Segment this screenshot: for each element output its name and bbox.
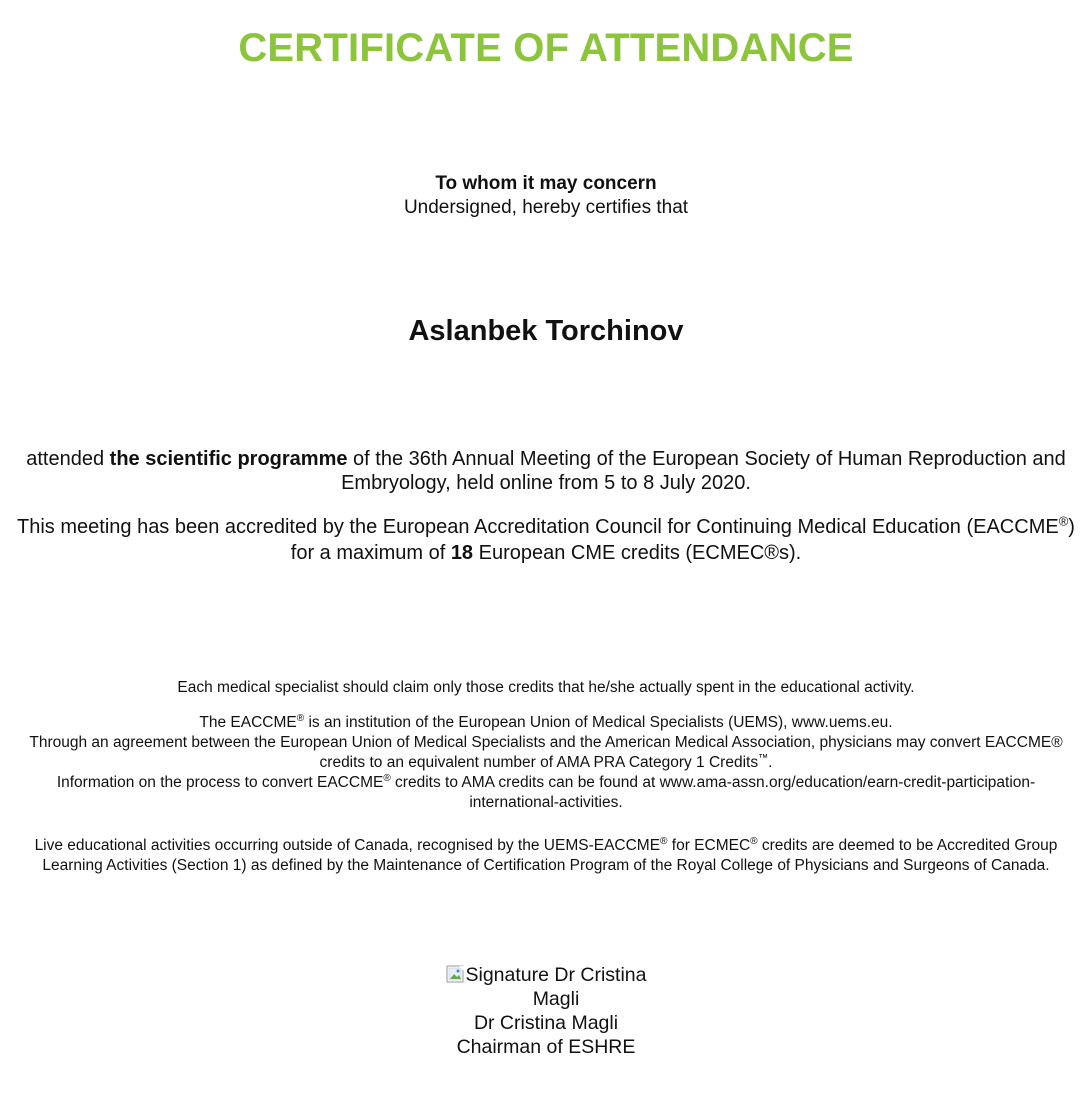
credits-value: 18 [450, 542, 474, 564]
registered-mark: ® [660, 835, 668, 847]
institution-c2: credits to AMA credits can be found at www.ama-assn.org/education/earn-credit-participation-international-activities. [390, 774, 1036, 811]
attended-suffix: of the 36th Annual Meeting of the European Society of Human Reproduction and Embryology, held online from 5 to 8 July 2020. [341, 448, 1066, 494]
institution-a1: The EACCME [199, 714, 297, 731]
signature-block [440, 963, 652, 1059]
certificate-title: CERTIFICATE OF ATTENDANCE [238, 26, 854, 70]
registered-mark: ® [296, 712, 305, 724]
attendee-name: Aslanbek Torchinov [408, 315, 684, 347]
institution-c1: Information on the process to convert EACCME [56, 774, 384, 791]
signature-image-alt: Signature Dr Cristina Magli [465, 964, 647, 1010]
signer-role: Chairman of ESHRE [456, 1036, 636, 1058]
institution-b2: . [768, 754, 773, 771]
live-activities-note [16, 836, 1076, 876]
accreditation-line: This meeting has been accredited by the European Accreditation Council for Continuing Medical Education (EACCME [17, 516, 1059, 538]
certifies-line: Undersigned, hereby certifies that [403, 197, 689, 218]
registered-mark: ® [750, 835, 758, 847]
accreditation-close: ) [1068, 516, 1075, 538]
live-a2: for ECMEC [667, 837, 751, 854]
credits-prefix: for a maximum of [290, 542, 451, 564]
institution-note [16, 713, 1076, 813]
registered-mark: ® [1058, 513, 1069, 529]
registered-mark: ® [383, 772, 391, 784]
attendance-statement [16, 447, 1076, 495]
claim-note: Each medical specialist should claim only those credits that he/she actually spent in the educational activity. [177, 679, 915, 696]
trademark-mark: ™ [758, 752, 769, 764]
live-a1: Live educational activities occurring outside of Canada, recognised by the UEMS-EACCME [34, 837, 661, 854]
greeting-block [0, 172, 1080, 220]
institution-a2: is an institution of the European Union of Medical Specialists (UEMS), www.uems.eu. [304, 714, 893, 731]
credits-suffix: European CME credits (ECMEC®s). [473, 542, 802, 564]
greeting-line: To whom it may concern [435, 173, 657, 194]
attended-emphasis: the scientific programme [109, 448, 348, 470]
attended-prefix: attended [26, 448, 110, 470]
live-a3: credits are deemed to be Accredited Group Learning Activities (Section 1) as defined by the Maintenance of Certification Program of the Royal College of Physicians and Surgeons of Canada. [42, 837, 1058, 874]
signer-name: Dr Cristina Magli [473, 1012, 619, 1034]
institution-b1: Through an agreement between the European Union of Medical Specialists and the American Medical Association, physicians may convert EACCME® credits to an equivalent number of AMA PRA Category 1 Credits [29, 734, 1063, 771]
accreditation-statement [16, 514, 1076, 566]
broken-image-icon [446, 965, 466, 985]
